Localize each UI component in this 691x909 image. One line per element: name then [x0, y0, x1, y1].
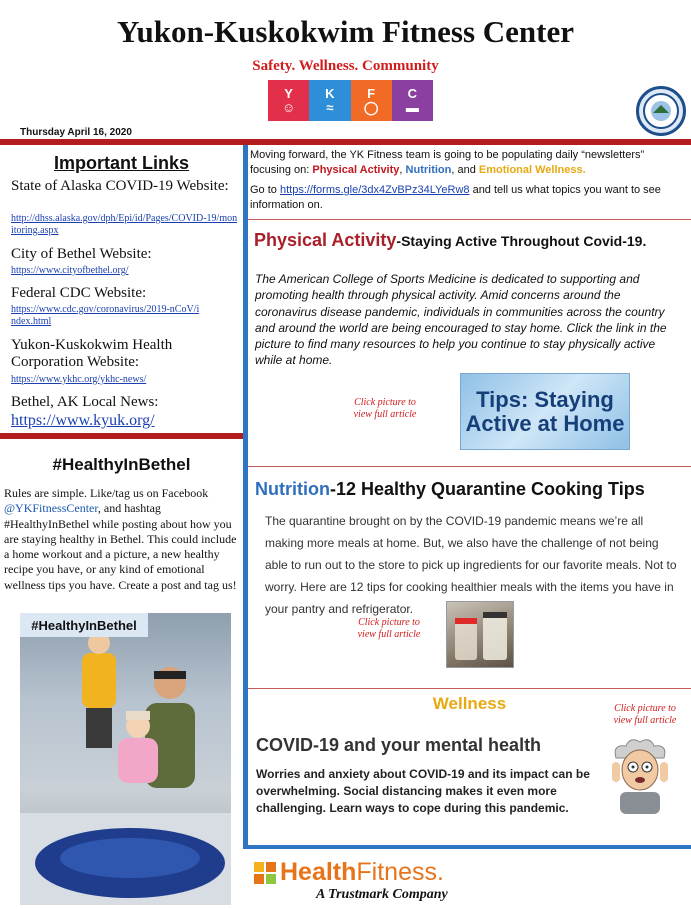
header-divider: [0, 139, 691, 145]
city-seal-icon: [636, 86, 686, 136]
facebook-handle-link[interactable]: @YKFitnessCenter: [4, 501, 98, 516]
staying-active-article-image[interactable]: Tips: Staying Active at Home: [460, 373, 630, 450]
logo-tile-y: Y ☺: [268, 80, 309, 121]
logo-tile-f: F ◯: [351, 80, 392, 121]
cooking-tips-article-image[interactable]: [446, 601, 514, 668]
nutrition-heading: Nutrition-12 Healthy Quarantine Cooking Tips: [255, 479, 645, 499]
link-alaska-covid[interactable]: http://dhss.alaska.gov/dph/Epi/id/Pages/COVID-19/monitoring.aspx: [11, 213, 238, 236]
topic-survey-link[interactable]: https://forms.gle/3dx4ZvBPz34LYeRw8: [279, 184, 470, 196]
footer-divider: [243, 845, 691, 849]
waves-icon: ≈: [326, 100, 334, 115]
newsletter-title: Yukon-Kuskokwim Fitness Center: [116, 14, 575, 49]
stressed-person-article-image[interactable]: [606, 736, 674, 816]
link-label-ykhc: Yukon-Kuskokwim Health Corporation Website:: [11, 337, 173, 370]
link-label-kyuk: Bethel, AK Local News:: [11, 394, 159, 410]
ykfc-logo: [268, 80, 433, 121]
intro-paragraph: Moving forward, the YK Fitness team is going to be populating daily “newsletters” focusing on: Physical Activity, Nutrition, and Emotional Wellness. Go to https://forms.gle/3dx4ZvBPz34LYeRw8 and tell us what topics you want to see information on.: [250, 149, 661, 211]
nutrition-body: The quarantine brought on by the COVID-19 pandemic means we’re all making more meals at home. But, we also have the challenge of not being able to run out to the store to pick up ingredients for our favorite meals. Not to worry. Here are 12 tips for cooking healthier meals with the items you have in your pantry and refrigerator.: [265, 514, 677, 616]
link-label-bethel: City of Bethel Website:: [11, 246, 152, 262]
important-links-title: Important Links: [53, 153, 189, 173]
photo-hashtag: #HealthyInBethel: [20, 613, 148, 637]
link-cdc[interactable]: https://www.cdc.gov/coronavirus/2019-nCoV/index.html: [11, 304, 200, 327]
nutrition-click-note: Click picture to view full article: [357, 617, 421, 640]
family-sledding-photo: [20, 613, 231, 905]
issue-date: Thursday April 16, 2020: [20, 127, 132, 138]
dumbbell-icon: ▬: [405, 100, 419, 115]
wellness-click-note: Click picture to view full article: [613, 703, 677, 726]
physical-activity-heading: Physical Activity-Staying Active Throughout Covid-19.: [254, 230, 647, 250]
healthy-in-bethel-rules: Rules are simple. Like/tag us on Facebook @YKFitnessCenter, and hashtag #HealthyInBethel while posting about how you are staying healthy in Bethel. This could include a home workout and a picture, a new healthy recipe you have, or any kind of emotional wellness tips you have. Create a post and tag us!: [4, 486, 237, 592]
mental-health-body: Worries and anxiety about COVID-19 and its impact can be overwhelming. Social distancing makes it even more challenging. Learn ways to cope during this pandemic.: [256, 767, 590, 815]
wellness-heading: Wellness: [432, 694, 507, 713]
link-kyuk[interactable]: https://www.kyuk.org/: [11, 412, 155, 429]
logo-tile-c: C ▬: [392, 80, 433, 121]
person-icon: ☺: [281, 100, 296, 115]
section-divider: [248, 219, 691, 220]
bicycle-icon: ◯: [363, 100, 379, 115]
healthy-in-bethel-title: #HealthyInBethel: [52, 455, 191, 474]
column-divider: [243, 145, 248, 847]
tagline: Safety. Wellness. Community: [252, 58, 439, 74]
section-divider: [248, 688, 691, 689]
link-ykhc[interactable]: https://www.ykhc.org/ykhc-news/: [11, 374, 147, 385]
physical-activity-body: The American College of Sports Medicine is dedicated to supporting and promoting health through physical activity. Amid concerns around the coronavirus disease pandemic, individuals in communities across the country and around the world are being encouraged to stay home. Click the link in the picture to find many resources to help you continue to stay physically active while at home.: [255, 272, 667, 368]
link-city-bethel[interactable]: https://www.cityofbethel.org/: [11, 265, 129, 276]
link-label-cdc: Federal CDC Website:: [11, 285, 147, 301]
links-divider: [0, 433, 243, 439]
link-label-alaska: State of Alaska COVID-19 Website:: [11, 178, 229, 194]
section-divider: [248, 466, 691, 467]
mental-health-title: COVID-19 and your mental health: [256, 735, 542, 755]
health-fitness-logo: HealthFitness.: [280, 858, 444, 886]
physical-click-note: Click picture to view full article: [353, 397, 417, 420]
trustmark-tagline: A Trustmark Company: [316, 887, 448, 902]
logo-tile-k: K ≈: [309, 80, 350, 121]
health-fitness-logo-icon: [254, 862, 276, 884]
